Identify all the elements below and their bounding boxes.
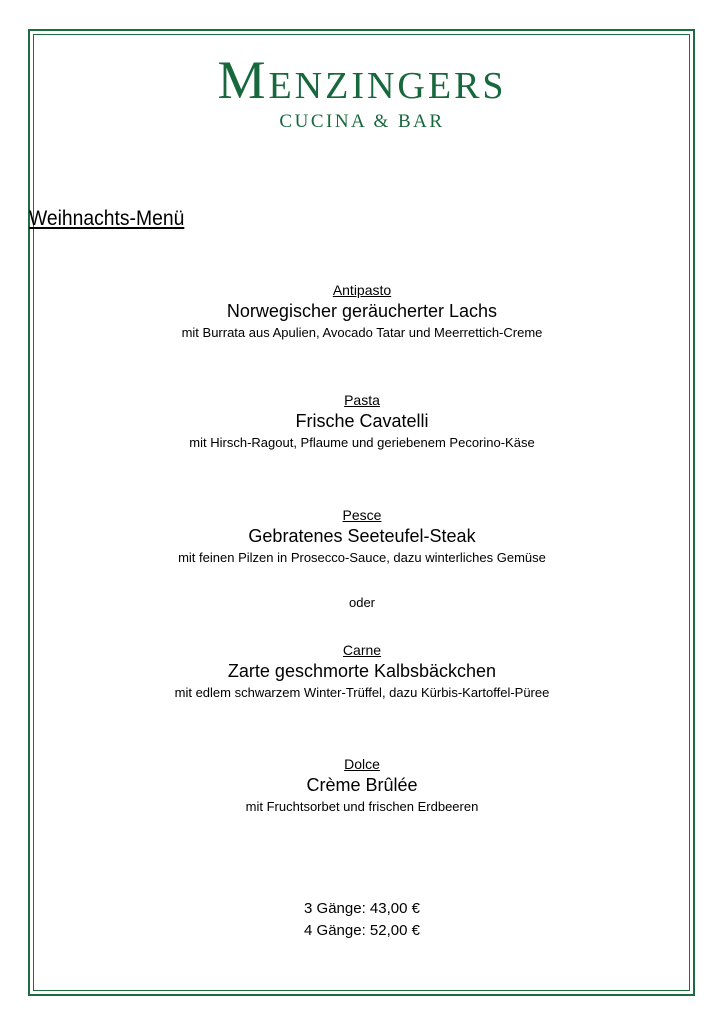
course-dolce (0, 755, 724, 817)
course-dish: Zarte geschmorte Kalbsbäckchen (227, 661, 497, 681)
logo-subtitle: CUCINA & BAR (279, 111, 445, 132)
course-dish: Frische Cavatelli (295, 411, 429, 431)
logo-name: Menzingers (217, 50, 507, 110)
course-description: mit Fruchtsorbet und frischen Erdbeeren (245, 799, 479, 814)
price-4-courses: 4 Gänge: 52,00 € (304, 922, 420, 939)
course-dish: Crème Brûlée (306, 775, 418, 795)
menu-title: Weihnachts-Menü (28, 207, 185, 230)
course-label: Antipasto (332, 282, 392, 298)
restaurant-logo (0, 50, 724, 133)
course-label: Dolce (344, 756, 380, 772)
course-label: Pesce (342, 507, 382, 523)
course-label: Pasta (344, 392, 380, 408)
course-description: mit Burrata aus Apulien, Avocado Tatar und Meerrettich-Creme (181, 325, 543, 340)
course-pasta (0, 391, 724, 453)
price-3-courses: 3 Gänge: 43,00 € (304, 900, 420, 917)
course-dish: Gebratenes Seeteufel-Steak (248, 526, 476, 546)
course-description: mit edlem schwarzem Winter-Trüffel, dazu Kürbis-Kartoffel-Püree (174, 685, 550, 700)
or-separator: oder (348, 595, 376, 610)
course-description: mit Hirsch-Ragout, Pflaume und geriebenem Pecorino-Käse (189, 435, 535, 450)
price-list (0, 898, 724, 942)
course-label: Carne (342, 642, 382, 658)
course-carne (0, 641, 724, 703)
course-pesce (0, 506, 724, 568)
course-antipasto (0, 281, 724, 343)
course-dish: Norwegischer geräucherter Lachs (226, 301, 498, 321)
course-description: mit feinen Pilzen in Prosecco-Sauce, dazu winterliches Gemüse (178, 550, 546, 565)
